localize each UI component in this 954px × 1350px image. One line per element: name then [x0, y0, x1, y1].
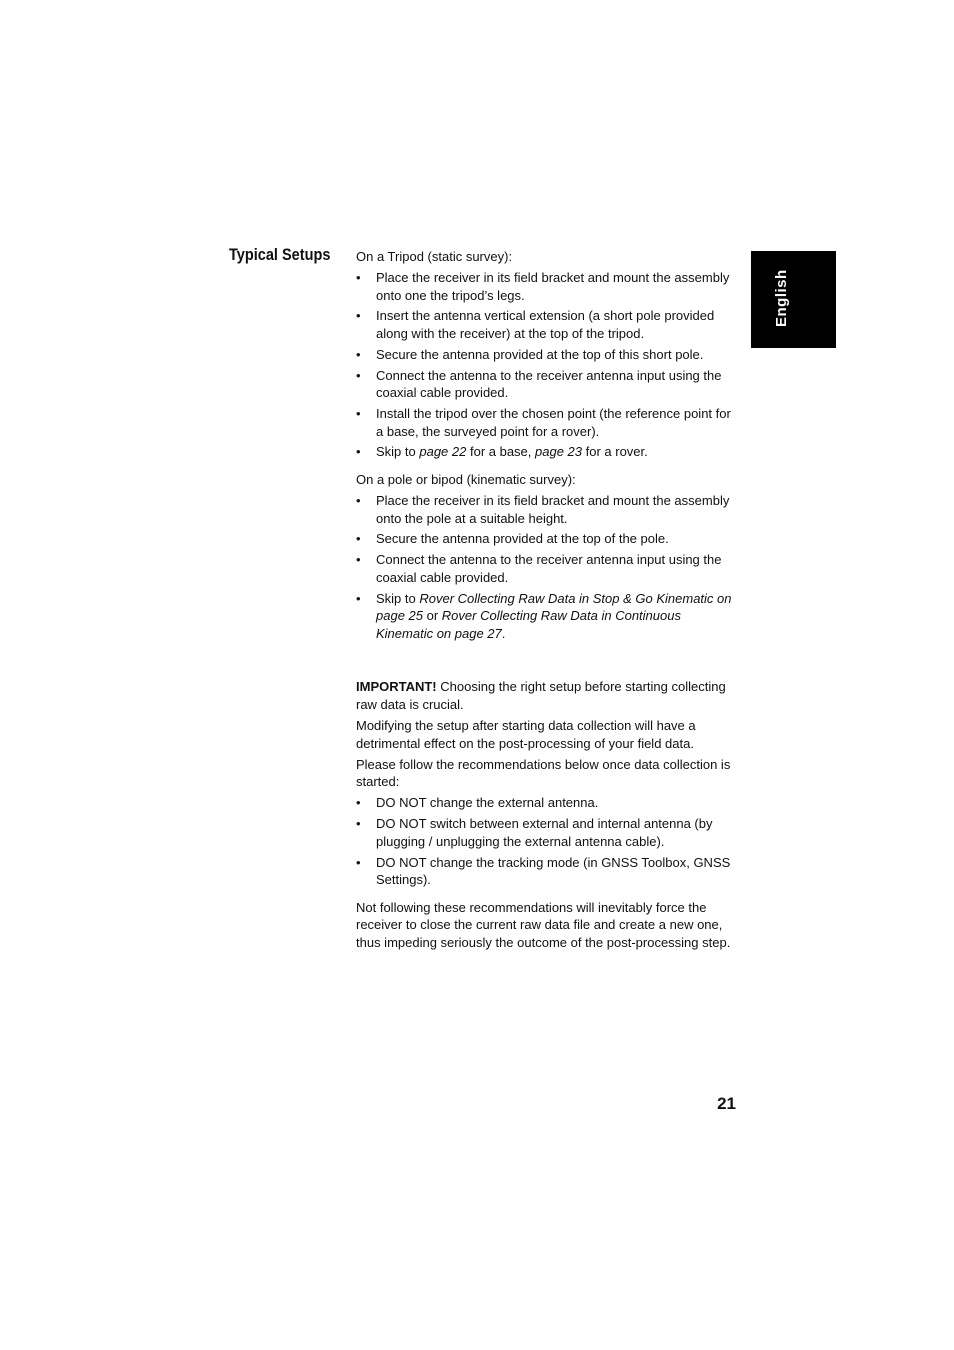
list-item: • Place the receiver in its field bracket and mount the assembly onto one the tripod’s legs.	[356, 269, 740, 304]
list-item: • Place the receiver in its field bracket and mount the assembly onto the pole at a suitable height.	[356, 492, 740, 527]
language-tab	[751, 251, 836, 348]
page-link[interactable]: Rover Collecting Raw Data in Continuous Kinematic on page 27	[376, 608, 681, 641]
page-link[interactable]: page 22	[419, 444, 467, 460]
skip-text: Skip to	[376, 590, 420, 606]
page-link[interactable]: page 23	[535, 444, 583, 460]
tripod-steps	[356, 269, 740, 461]
closing-paragraph: Not following these recommendations will inevitably force the receiver to close the current raw data file and create a new one, thus impeding seriously the outcome of the post-processing step.	[356, 899, 731, 950]
list-item	[356, 590, 740, 643]
important-note	[356, 678, 740, 713]
list-item: • DO NOT change the external antenna.	[356, 794, 740, 812]
list-item: • DO NOT switch between external and internal antenna (by plugging / unplugging the external antenna cable).	[356, 815, 740, 850]
important-text: Choosing the right setup before starting collecting raw data is crucial.	[356, 679, 726, 712]
list-item: • Connect the antenna to the receiver antenna input using the coaxial cable provided.	[356, 367, 740, 402]
skip-text: .	[501, 625, 506, 641]
skip-text: Skip to	[376, 444, 420, 460]
list-item: • Secure the antenna provided at the top of the pole.	[356, 530, 740, 548]
list-item: • DO NOT change the tracking mode (in GNSS Toolbox, GNSS Settings).	[356, 854, 740, 889]
important-label: IMPORTANT!	[356, 679, 437, 695]
list-item	[356, 443, 740, 461]
pole-steps	[356, 492, 740, 642]
list-item: • Insert the antenna vertical extension (a short pole provided along with the receiver) at the top of the tripod.	[356, 307, 740, 342]
list-item: • Secure the antenna provided at the top of this short pole.	[356, 346, 740, 364]
recommendations-list	[356, 794, 740, 888]
main-content	[356, 248, 740, 955]
section-title: Typical Setups	[229, 246, 331, 264]
important-para: Please follow the recommendations below once data collection is started:	[356, 756, 731, 790]
skip-text: or	[423, 608, 442, 624]
page-number: 21	[717, 1094, 736, 1113]
list-item: • Install the tripod over the chosen point (the reference point for a base, the surveyed point for a rover).	[356, 405, 740, 440]
skip-text: for a rover.	[582, 444, 648, 460]
page-link[interactable]: Rover Collecting Raw Data in Stop & Go Kinematic on page 25	[376, 590, 732, 624]
pole-intro: On a pole or bipod (kinematic survey):	[356, 471, 576, 487]
language-tab-label: English	[773, 269, 790, 327]
list-item: • Connect the antenna to the receiver antenna input using the coaxial cable provided.	[356, 551, 740, 586]
skip-text: for a base,	[466, 444, 536, 460]
important-para: Modifying the setup after starting data collection will have a detrimental effect on the post-processing of your field data.	[356, 718, 696, 751]
tripod-intro: On a Tripod (static survey):	[356, 249, 513, 264]
